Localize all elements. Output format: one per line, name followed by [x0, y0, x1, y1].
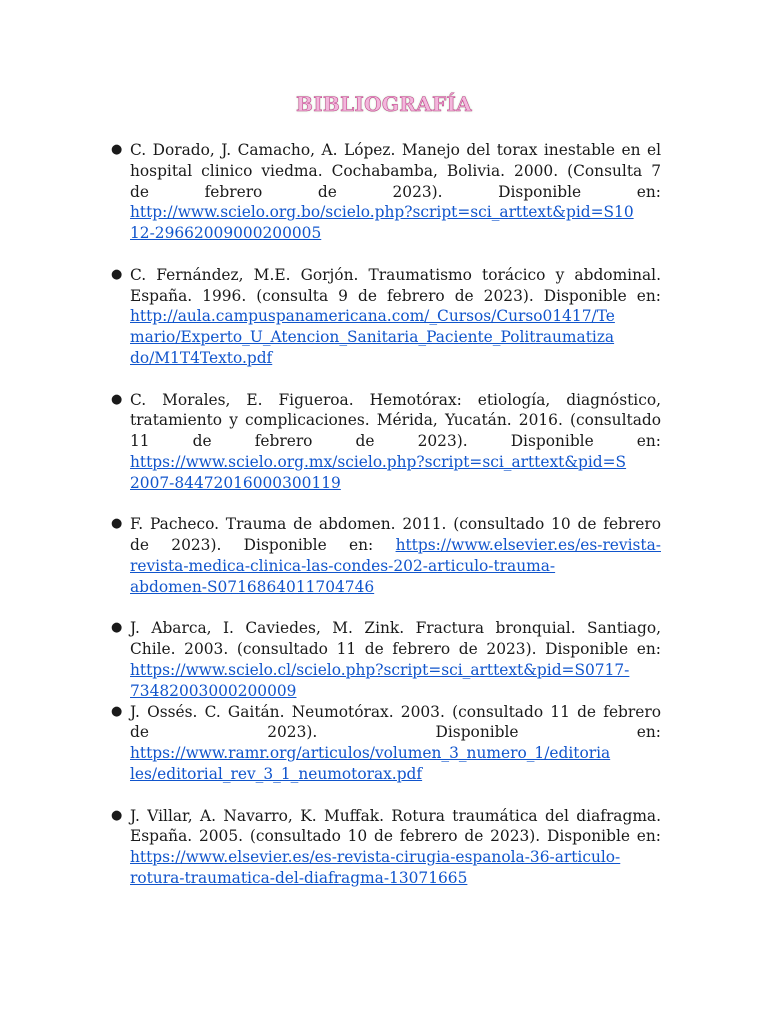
bullet-icon: ● [111, 142, 123, 157]
reference-text-line: hospital clinico viedma. Cochabamba, Bolivia. 2000. (Consulta 7 [130, 161, 661, 180]
reference-link[interactable]: 2007-84472016000300119 [130, 473, 341, 492]
bullet-icon: ● [111, 391, 123, 407]
reference-link[interactable]: 73482003000200009 [130, 681, 297, 700]
reference-text-line: Chile. 2003. (consultado 11 de febrero de 2023). Disponible en: [130, 640, 661, 659]
reference-text-line: tratamiento y complicaciones. Mérida, Yucatán. 2016. (consultado [130, 411, 661, 430]
reference-link[interactable]: http://aula.campuspanamericana.com/_Cursos/Curso01417/Te [130, 307, 615, 326]
bullet-icon: ● [111, 266, 123, 282]
reference-text-line: de febrero de 2023). Disponible en: [130, 182, 661, 201]
reference-link[interactable]: les/editorial_rev_3_1_neumotorax.pdf [130, 764, 423, 783]
page-title: BIBLIOGRAFÍA [296, 92, 472, 116]
reference-text-line [130, 535, 661, 556]
reference-list [111, 140, 661, 889]
reference-text-line: J. Ossés. C. Gaitán. Neumotórax. 2003. (consultado 11 de febrero [130, 702, 661, 721]
reference-text-line: España. 1996. (consulta 9 de febrero de 2023). Disponible en: [130, 286, 661, 305]
reference-link[interactable]: rotura-traumatica-del-diafragma-13071665 [130, 868, 468, 887]
reference-link[interactable]: abdomen-S0716864011704746 [130, 577, 375, 596]
reference-link[interactable]: https://www.elsevier.es/es-revista-cirugia-espanola-36-articulo- [130, 848, 621, 867]
reference-item [111, 806, 661, 889]
reference-link[interactable]: https://www.scielo.cl/scielo.php?script=sci_arttext&pid=S0717- [130, 660, 630, 679]
reference-text-line: J. Villar, A. Navarro, K. Muffak. Rotura traumática del diafragma. [130, 806, 661, 825]
reference-text-line: de 2023). Disponible en: [130, 723, 661, 742]
reference-text-line: C. Fernández, M.E. Gorjón. Traumatismo torácico y abdominal. [130, 265, 661, 284]
reference-link[interactable]: http://www.scielo.org.bo/scielo.php?script=sci_arttext&pid=S10 [130, 203, 634, 222]
reference-item [111, 702, 661, 785]
reference-text-line: F. Pacheco. Trauma de abdomen. 2011. (consultado 10 de febrero [130, 515, 661, 534]
bullet-icon: ● [111, 703, 123, 719]
reference-link[interactable]: https://www.ramr.org/articulos/volumen_3_numero_1/editoria [130, 744, 611, 763]
bullet-icon: ● [111, 620, 123, 636]
reference-item [111, 140, 661, 244]
reference-text: de 2023). Disponible en: [130, 536, 374, 555]
reference-link[interactable]: revista-medica-clinica-las-condes-202-articulo-trauma- [130, 556, 556, 575]
reference-item [111, 265, 661, 369]
reference-link[interactable]: 12-29662009000200005 [130, 224, 322, 243]
reference-link[interactable]: mario/Experto_U_Atencion_Sanitaria_Paciente_Politraumatiza [130, 328, 615, 347]
reference-link[interactable]: https://www.elsevier.es/es-revista- [395, 536, 661, 555]
reference-text-line: J. Abarca, I. Caviedes, M. Zink. Fractura bronquial. Santiago, [130, 619, 661, 638]
reference-link[interactable]: do/M1T4Texto.pdf [130, 348, 273, 367]
reference-text-line: C. Dorado, J. Camacho, A. López. Manejo del torax inestable en el [130, 141, 661, 159]
reference-item [111, 390, 661, 494]
reference-item [111, 514, 661, 597]
reference-link[interactable]: https://www.scielo.org.mx/scielo.php?script=sci_arttext&pid=S [130, 452, 627, 471]
reference-text-line: C. Morales, E. Figueroa. Hemotórax: etiología, diagnóstico, [130, 390, 661, 409]
bullet-icon: ● [111, 516, 123, 532]
reference-text-line: España. 2005. (consultado 10 de febrero de 2023). Disponible en: [130, 827, 661, 846]
reference-item [111, 618, 661, 701]
bullet-icon: ● [111, 807, 123, 823]
reference-text-line: 11 de febrero de 2023). Disponible en: [130, 432, 661, 451]
